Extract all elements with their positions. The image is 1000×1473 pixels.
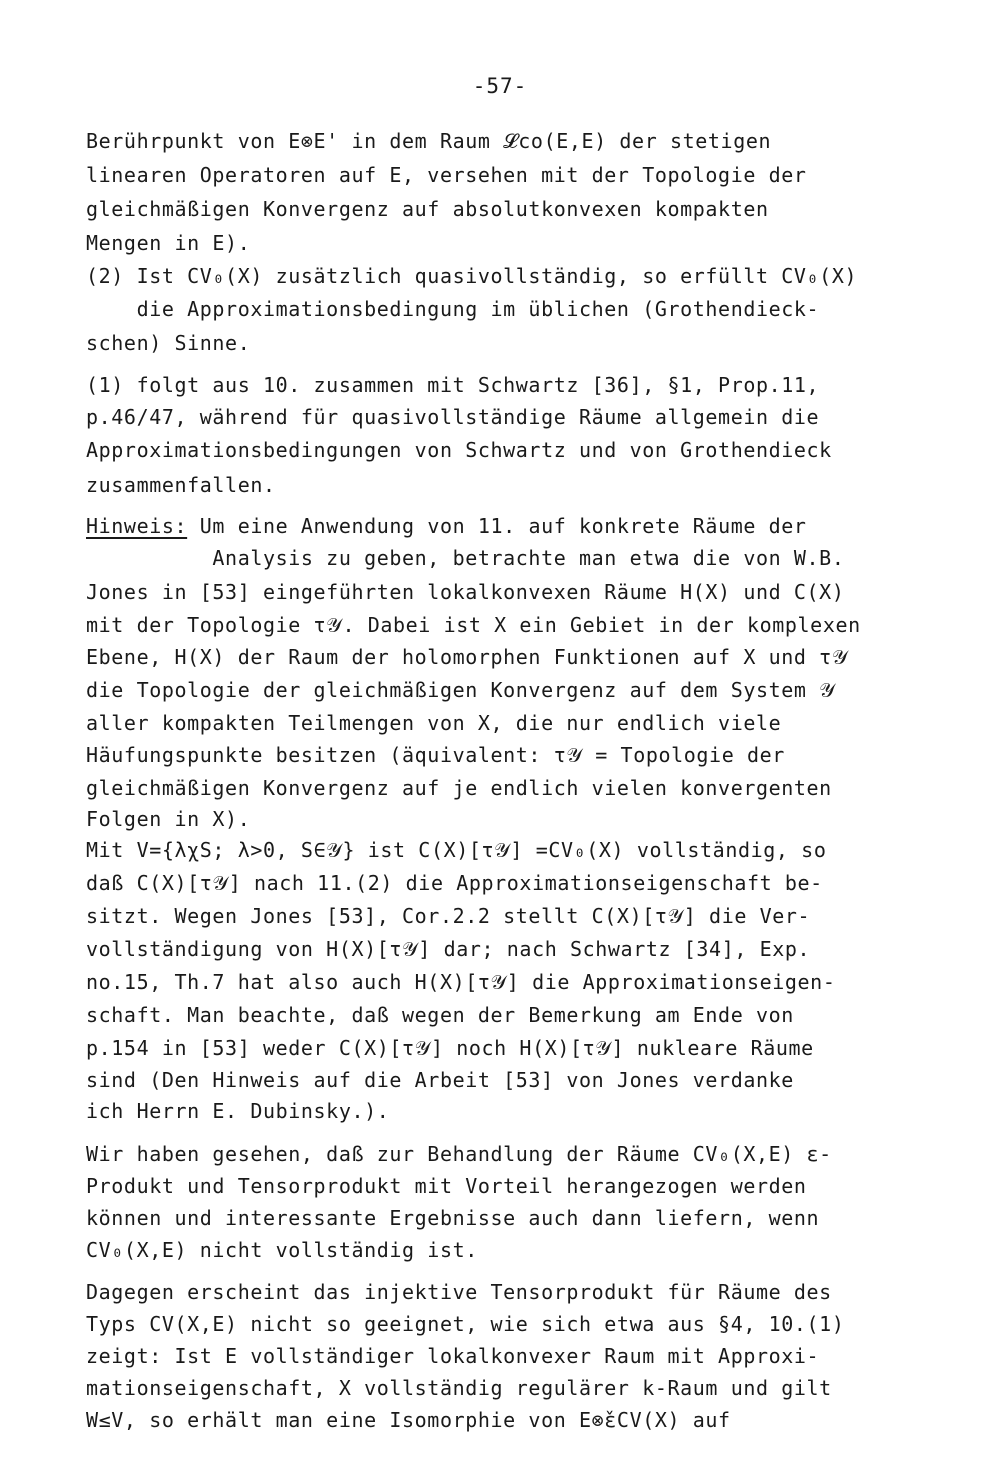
- text-line: Analysis zu geben, betrachte man etwa die von W.B.: [86, 546, 845, 570]
- text-line: sind (Den Hinweis auf die Arbeit [53] von Jones verdanke: [86, 1068, 794, 1092]
- text-line: können und interessante Ergebnisse auch dann liefern, wenn: [86, 1206, 820, 1230]
- text-line: ich Herrn E. Dubinsky.).: [86, 1099, 390, 1123]
- hinweis-line: Hinweis: Um eine Anwendung von 11. auf konkrete Räume der: [86, 514, 807, 538]
- text-line: Ebene, H(X) der Raum der holomorphen Funktionen auf X und τ𝒴: [86, 645, 849, 669]
- text-line: Produkt und Tensorprodukt mit Vorteil herangezogen werden: [86, 1174, 807, 1198]
- text-line: CV₀(X,E) nicht vollständig ist.: [86, 1238, 478, 1262]
- text-line: Wir haben gesehen, daß zur Behandlung der Räume CV₀(X,E) ε-: [86, 1142, 832, 1166]
- text-line: aller kompakten Teilmengen von X, die nur endlich viele: [86, 711, 782, 735]
- text-line: (2) Ist CV₀(X) zusätzlich quasivollständig, so erfüllt CV₀(X): [86, 264, 858, 288]
- text-line: (1) folgt aus 10. zusammen mit Schwartz [36], §1, Prop.11,: [86, 373, 820, 397]
- text-line: daß C(X)[τ𝒴] nach 11.(2) die Approximationseigenschaft be-: [86, 871, 823, 895]
- text-line: p.46/47, während für quasivollständige Räume allgemein die: [86, 405, 820, 429]
- text-line: Dagegen erscheint das injektive Tensorprodukt für Räume des: [86, 1280, 832, 1304]
- hinweis-label: Hinweis:: [86, 514, 188, 538]
- text-line: linearen Operatoren auf E, versehen mit der Topologie der: [86, 163, 807, 187]
- text-line: schaft. Man beachte, daß wegen der Bemerkung am Ende von: [86, 1003, 794, 1027]
- text-line: die Approximationsbedingung im üblichen (Grothendieck-: [86, 297, 820, 321]
- text-line: Berührpunkt von E⊗E' in dem Raum 𝓛co(E,E) der stetigen: [86, 129, 772, 153]
- text-line: no.15, Th.7 hat also auch H(X)[τ𝒴] die Approximationseigen-: [86, 970, 836, 994]
- text-line: Approximationsbedingungen von Schwartz und von Grothendieck: [86, 438, 832, 462]
- text-line: gleichmäßigen Konvergenz auf je endlich vielen konvergenten: [86, 776, 832, 800]
- text-line: Folgen in X).: [86, 807, 251, 831]
- page-number: -57-: [472, 74, 528, 98]
- text-line: W≤V, so erhält man eine Isomorphie von E⊗̌εCV(X) auf: [86, 1408, 731, 1432]
- text-line: die Topologie der gleichmäßigen Konvergenz auf dem System 𝒴: [86, 678, 836, 702]
- text-line: sitzt. Wegen Jones [53], Cor.2.2 stellt C(X)[τ𝒴] die Ver-: [86, 904, 811, 928]
- text-line: vollständigung von H(X)[τ𝒴] dar; nach Schwartz [34], Exp.: [86, 937, 811, 961]
- text-line: zeigt: Ist E vollständiger lokalkonvexer Raum mit Approxi-: [86, 1344, 820, 1368]
- text-line: zusammenfallen.: [86, 473, 276, 497]
- text-line: mit der Topologie τ𝒴. Dabei ist X ein Gebiet in der komplexen: [86, 613, 861, 637]
- text-line: mationseigenschaft, X vollständig regulärer k-Raum und gilt: [86, 1376, 832, 1400]
- text-line: p.154 in [53] weder C(X)[τ𝒴] noch H(X)[τ𝒴] nukleare Räume: [86, 1036, 814, 1060]
- text-line: Typs CV(X,E) nicht so geeignet, wie sich etwa aus §4, 10.(1): [86, 1312, 845, 1336]
- text-line: Mengen in E).: [86, 231, 251, 255]
- text-line: schen) Sinne.: [86, 331, 251, 355]
- text-line: Mit V={λχS; λ>0, S∈𝒴} ist C(X)[τ𝒴] =CV₀(X) vollständig, so: [86, 838, 827, 862]
- text-line: gleichmäßigen Konvergenz auf absolutkonvexen kompakten: [86, 197, 769, 221]
- text-line: Jones in [53] eingeführten lokalkonvexen Räume H(X) und C(X): [86, 580, 845, 604]
- text-line: Häufungspunkte besitzen (äquivalent: τ𝒴 = Topologie der: [86, 743, 785, 767]
